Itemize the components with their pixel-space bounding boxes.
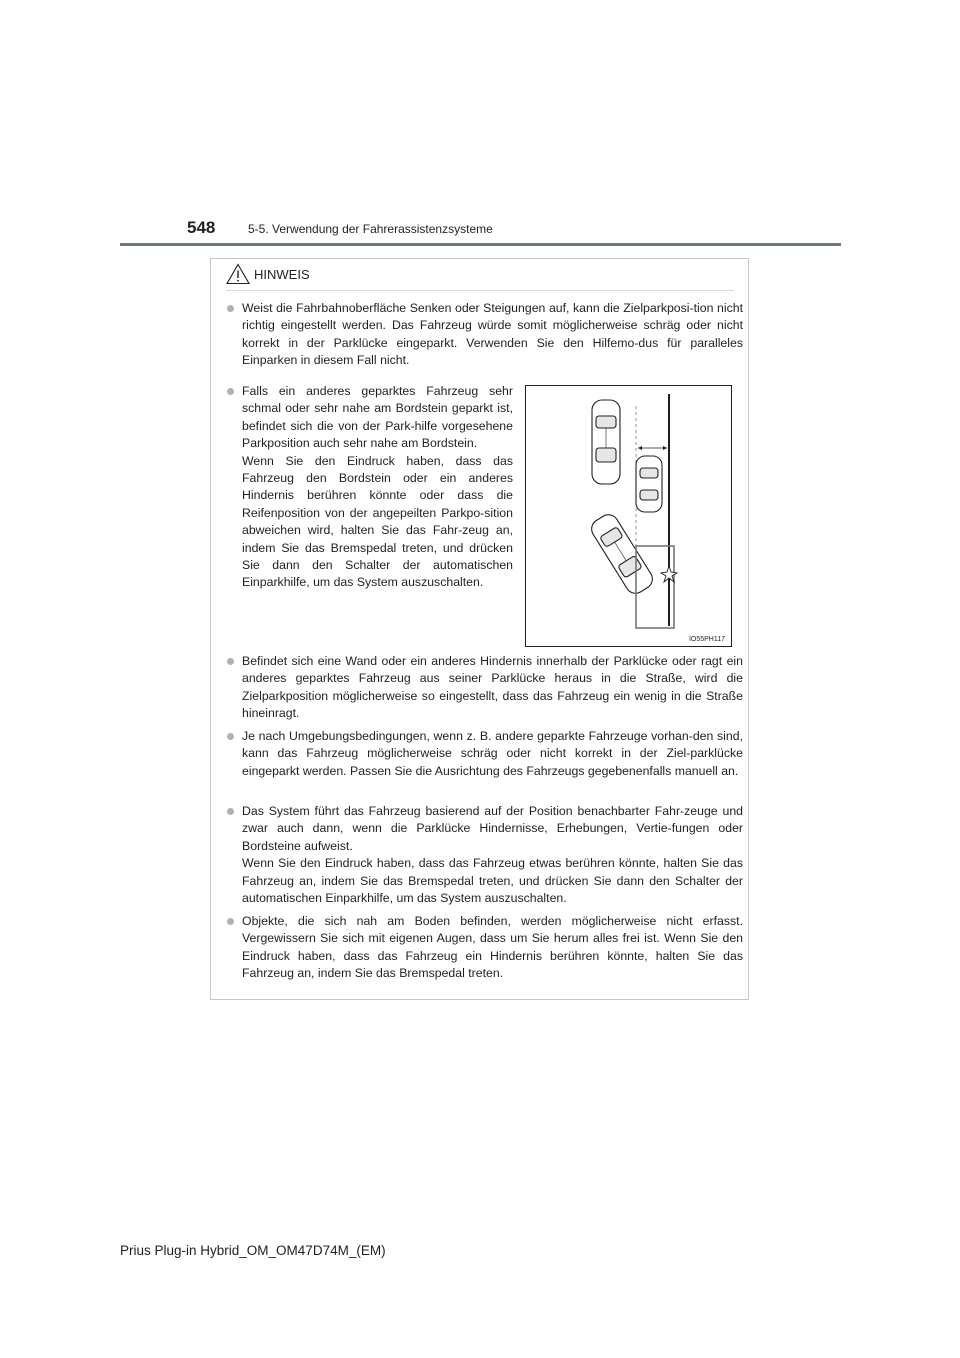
section-title: 5-5. Verwendung der Fahrerassistenzsysteme — [248, 222, 493, 236]
notice-label: HINWEIS — [254, 266, 310, 282]
bullet-dot — [227, 388, 234, 395]
bullet-text: Wenn Sie den Eindruck haben, dass das Fahrzeug etwas berühren könnte, halten Sie das Fahrzeug an, indem Sie das Bremspedal treten, und drücken Sie dann den Schalter der automatischen Einparkhilfe, um das System auszuschalten. — [242, 856, 743, 906]
bullet-text: Befindet sich eine Wand oder ein anderes Hindernis innerhalb der Parklücke oder ragt ein anderes geparktes Fahrzeug aus seiner Parklücke heraus in die Straße, wird die Zielparkposition möglicherweise so eingestellt, dass das Fahrzeug ein wenig in die Straße hineinragt. — [242, 654, 743, 721]
bullet-text: Weist die Fahrbahnoberfläche Senken oder Steigungen auf, kann die Zielparkposi-tion nicht richtig eingestellt werden. Das Fahrzeug würde somit möglicherweise schräg oder nicht korrekt in der Parklücke eingeparkt. Verwenden Sie den Hilfemo-dus für paralleles Einparken in diesem Fall nicht. — [242, 301, 743, 368]
bullet-text: Wenn Sie den Eindruck haben, dass das Fahrzeug den Bordstein oder ein anderes Hindernis berühren könnte oder dass die Reifenposition von der angepeilten Parkpo-sition abweichen wird, halten Sie das Fahr-zeug an, indem Sie das Bremspedal treten, und drücken Sie dann den Schalter der automatischen Einparkhilfe, um das System auszuschalten. — [242, 453, 513, 590]
bullet-text: Objekte, die sich nah am Boden befinden, werden möglicherweise nicht erfasst. Vergewissern Sie sich mit eigenen Augen, dass um Sie herum alles frei ist. Wenn Sie den Eindruck haben, dass das Fahrzeug ein Hindernis berühren könnte, halten Sie das Fahrzeug an, indem Sie das Bremspedal treten. — [242, 914, 743, 981]
header-rule — [120, 243, 841, 246]
page-number: 548 — [187, 218, 216, 237]
bullet-dot — [227, 305, 234, 312]
notice-header — [226, 262, 310, 286]
parallel-parking-diagram-icon — [526, 386, 731, 646]
notice-bullet — [242, 803, 743, 907]
parking-figure — [525, 385, 732, 647]
bullet-dot — [227, 658, 234, 665]
warning-triangle-icon — [226, 263, 250, 285]
notice-bullet — [242, 913, 743, 983]
bullet-dot — [227, 808, 234, 815]
notice-divider — [226, 290, 734, 291]
bullet-dot — [227, 733, 234, 740]
bullet-dot — [227, 918, 234, 925]
notice-bullet — [242, 728, 743, 780]
bullet-text: Je nach Umgebungsbedingungen, wenn z. B. andere geparkte Fahrzeuge vorhan-den sind, kann das Fahrzeug möglicherweise schräg oder nicht korrekt in der Ziel-parklücke eingeparkt werden. Passen Sie die Ausrichtung des Fahrzeugs gegebenenfalls manuell an. — [242, 729, 743, 778]
notice-bullet — [242, 653, 743, 723]
notice-bullet — [242, 300, 743, 370]
bullet-text: Falls ein anderes geparktes Fahrzeug sehr schmal oder sehr nahe am Bordstein geparkt ist, befindet sich die von der Park-hilfe vorgesehene Parkposition auch sehr nahe am Bordstein. — [242, 384, 513, 451]
footer-doc-id: Prius Plug-in Hybrid_OM_OM47D74M_(EM) — [120, 1243, 386, 1258]
bullet-text: Das System führt das Fahrzeug basierend auf der Position benachbarter Fahr-zeuge und zwar auch dann, wenn die Parklücke Hindernisse, Erhebungen, Vertie-fungen oder Bordsteine aufweist. — [242, 804, 743, 853]
figure-code: IO55PH117 — [688, 636, 725, 643]
notice-bullet — [242, 383, 513, 592]
